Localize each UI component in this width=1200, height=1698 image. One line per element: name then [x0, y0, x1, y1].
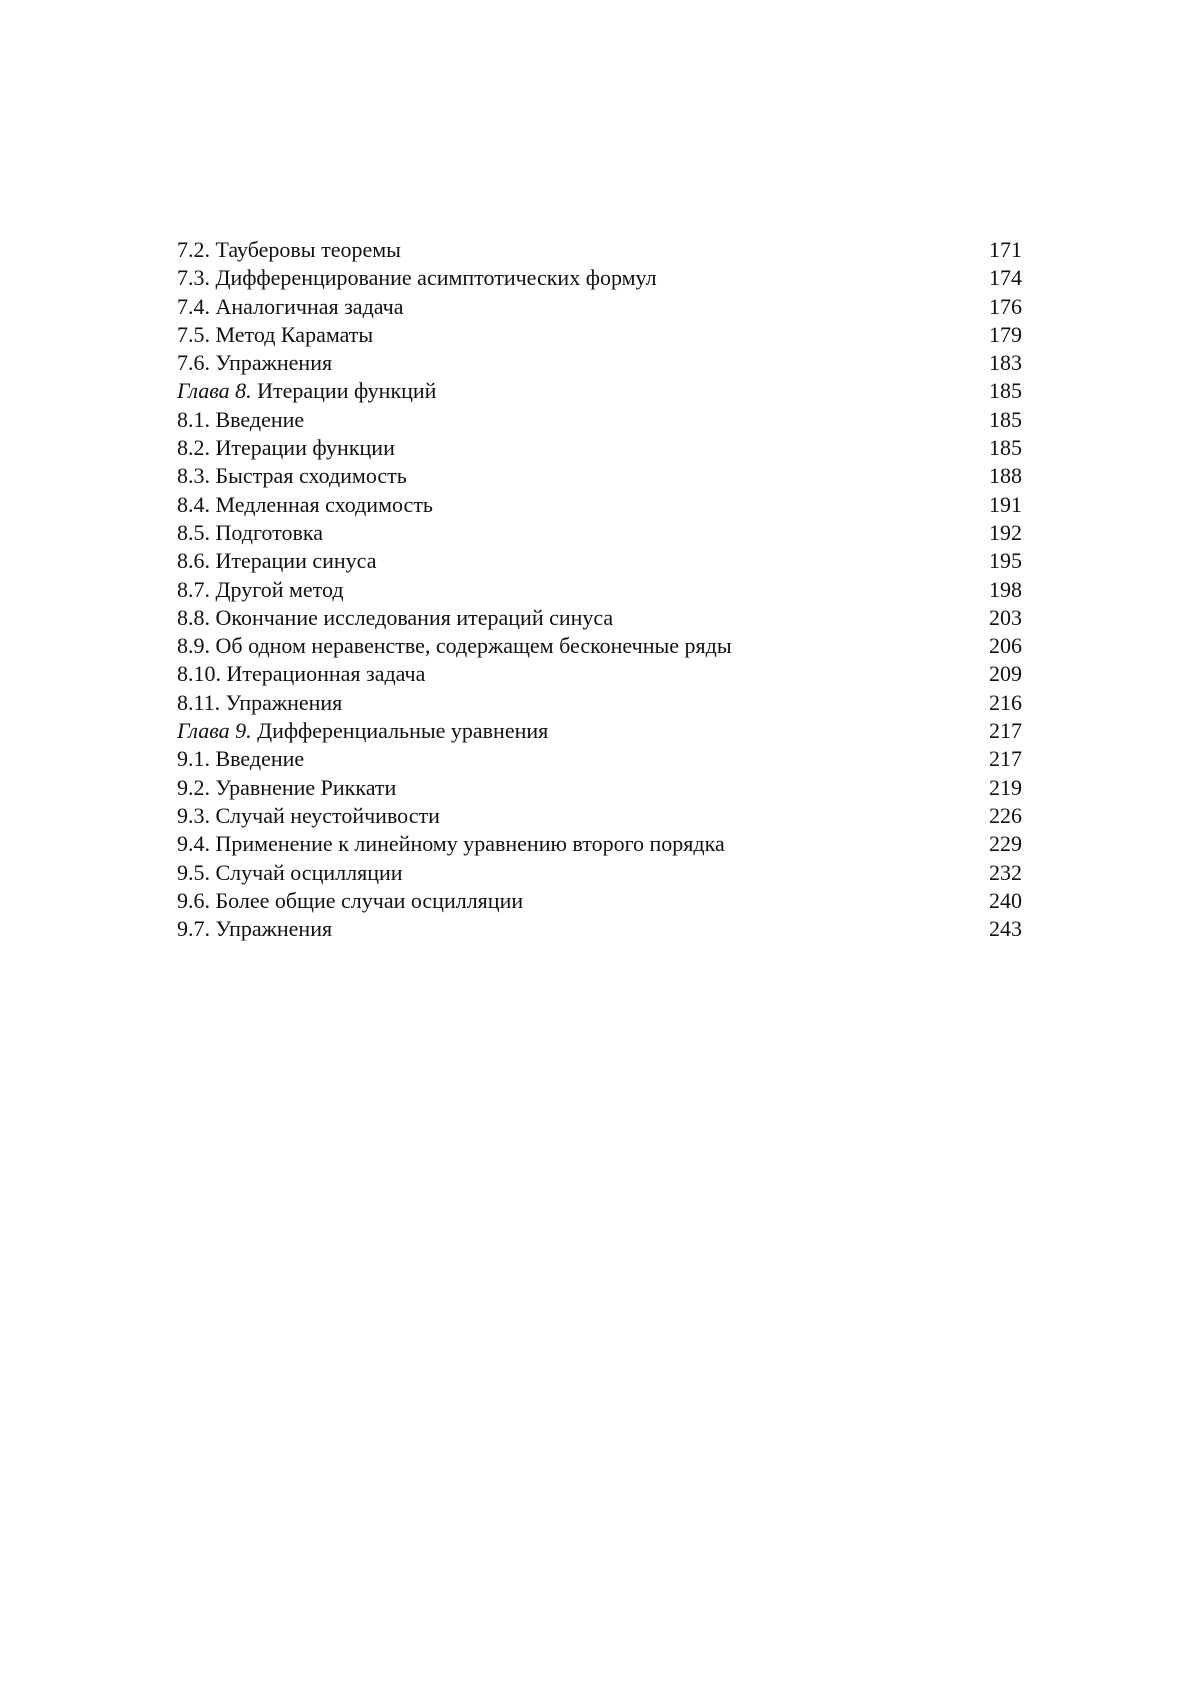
toc-entry-page-number: 174	[989, 265, 1022, 291]
toc-entry-title: 9.1. Введение	[177, 746, 305, 772]
toc-chapter-9[interactable]	[177, 717, 1022, 745]
toc-entry-title: 8.11. Упражнения	[177, 689, 343, 715]
toc-entry-title: 7.5. Метод Караматы	[177, 321, 374, 347]
toc-entry-page-number: 188	[989, 463, 1022, 489]
toc-entry-page-number: 179	[989, 321, 1022, 347]
toc-entry-page-number: 183	[989, 350, 1022, 376]
toc-entry-title: 8.9. Об одном неравенстве, содержащем бесконечные ряды	[177, 633, 732, 659]
toc-entry-9-3[interactable]	[177, 802, 1022, 830]
toc-entry-page-number: 232	[989, 859, 1022, 885]
toc-entry-9-2[interactable]	[177, 774, 1022, 802]
toc-entry-7-5[interactable]	[177, 321, 1022, 349]
toc-entry-9-7[interactable]	[177, 915, 1022, 943]
toc-chapter-title: Глава 9. Дифференциальные уравнения	[177, 718, 549, 744]
toc-entry-page-number: 192	[989, 519, 1022, 545]
toc-entry-page-number: 185	[989, 406, 1022, 432]
toc-chapter-title: Глава 8. Итерации функций	[177, 378, 437, 404]
toc-entry-page-number: 171	[989, 237, 1022, 262]
toc-entry-title: 7.2. Тауберовы теоремы	[177, 237, 401, 262]
toc-entry-page-number: 176	[989, 293, 1022, 319]
toc-entry-page-number: 209	[989, 661, 1022, 687]
toc-entry-page-number: 198	[989, 576, 1022, 602]
toc-entry-page-number: 191	[989, 491, 1022, 517]
toc-entry-page-number: 195	[989, 548, 1022, 574]
toc-entry-8-9[interactable]	[177, 632, 1022, 660]
toc-entry-7-6[interactable]	[177, 349, 1022, 377]
table-of-contents	[177, 236, 1022, 943]
chapter-label: Глава 9.	[177, 718, 252, 744]
toc-entry-title: 8.2. Итерации функции	[177, 435, 395, 461]
toc-entry-7-4[interactable]	[177, 293, 1022, 321]
toc-entry-9-5[interactable]	[177, 859, 1022, 887]
toc-entry-title: 7.6. Упражнения	[177, 350, 333, 376]
toc-entry-title: 7.3. Дифференцирование асимптотических формул	[177, 265, 657, 291]
toc-entry-title: 8.7. Другой метод	[177, 576, 344, 602]
toc-entry-page-number: 243	[989, 916, 1022, 942]
toc-entry-9-6[interactable]	[177, 887, 1022, 915]
toc-entry-title: 8.3. Быстрая сходимость	[177, 463, 407, 489]
toc-entry-title: 9.3. Случай неустойчивости	[177, 802, 440, 828]
toc-entry-title: 9.6. Более общие случаи осцилляции	[177, 887, 524, 913]
toc-entry-title: 9.7. Упражнения	[177, 916, 333, 942]
toc-entry-title: 8.8. Окончание исследования итераций синуса	[177, 604, 614, 630]
toc-entry-8-2[interactable]	[177, 434, 1022, 462]
chapter-label: Глава 8.	[177, 378, 252, 404]
toc-entry-7-3[interactable]	[177, 264, 1022, 292]
toc-entry-title: 8.10. Итерационная задача	[177, 661, 426, 687]
toc-entry-8-5[interactable]	[177, 519, 1022, 547]
toc-entry-title: 9.4. Применение к линейному уравнению второго порядка	[177, 831, 725, 857]
toc-entry-8-7[interactable]	[177, 576, 1022, 604]
toc-entry-page-number: 219	[989, 774, 1022, 800]
toc-entry-8-11[interactable]	[177, 689, 1022, 717]
toc-entry-8-4[interactable]	[177, 491, 1022, 519]
toc-chapter-8[interactable]	[177, 377, 1022, 405]
toc-entry-page-number: 226	[989, 802, 1022, 828]
toc-entry-title: 9.2. Уравнение Риккати	[177, 774, 397, 800]
toc-entry-page-number: 203	[989, 604, 1022, 630]
toc-entry-title: 7.4. Аналогичная задача	[177, 293, 404, 319]
toc-entry-page-number: 217	[989, 746, 1022, 772]
toc-entry-9-4[interactable]	[177, 830, 1022, 858]
toc-entry-page-number: 185	[989, 435, 1022, 461]
toc-entry-title: 8.5. Подготовка	[177, 519, 323, 545]
toc-entry-page-number: 217	[989, 718, 1022, 744]
toc-entry-title: 9.5. Случай осцилляции	[177, 859, 403, 885]
toc-entry-8-1[interactable]	[177, 406, 1022, 434]
toc-entry-title: 8.6. Итерации синуса	[177, 548, 377, 574]
toc-entry-title: 8.1. Введение	[177, 406, 305, 432]
toc-entry-page-number: 240	[989, 887, 1022, 913]
toc-entry-7-2[interactable]	[177, 236, 1022, 264]
toc-entry-8-3[interactable]	[177, 462, 1022, 490]
toc-entry-page-number: 229	[989, 831, 1022, 857]
toc-entry-title: 8.4. Медленная сходимость	[177, 491, 433, 517]
toc-entry-page-number: 206	[989, 633, 1022, 659]
toc-entry-page-number: 216	[989, 689, 1022, 715]
toc-entry-page-number: 185	[989, 378, 1022, 404]
toc-entry-9-1[interactable]	[177, 745, 1022, 773]
toc-entry-8-10[interactable]	[177, 660, 1022, 688]
toc-entry-8-6[interactable]	[177, 547, 1022, 575]
toc-entry-8-8[interactable]	[177, 604, 1022, 632]
